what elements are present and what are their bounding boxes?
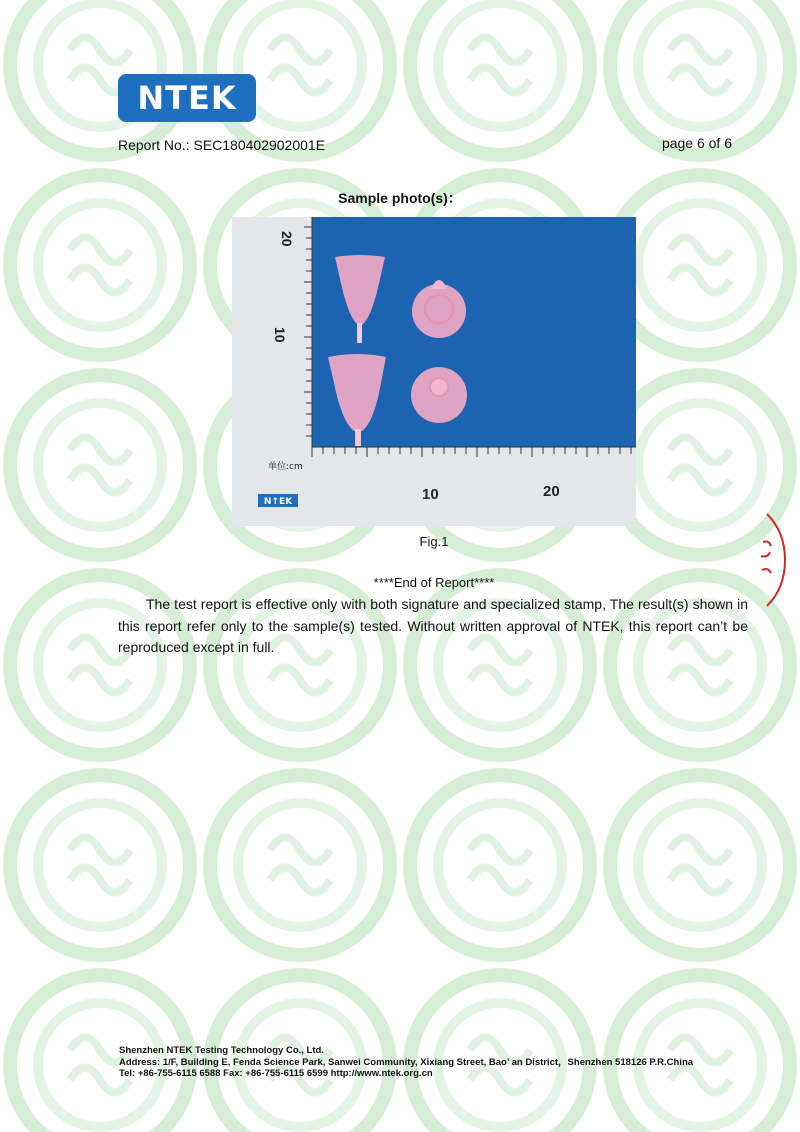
validity-statement: The test report is effective only with both signature and specialized stamp, The result(s) shown in this report refer only to the sample(s) tested. Without written approval of NTEK, this report can’t be reproduced except in full. bbox=[118, 596, 748, 655]
figure-caption: Fig.1 bbox=[419, 534, 449, 549]
ruler-side-label-20: 20 bbox=[279, 231, 295, 247]
sample-photo-title: Sample photo(s)： bbox=[338, 190, 462, 206]
ruler-unit-label: 单位:cm bbox=[268, 462, 303, 472]
ruler-side-label-10: 10 bbox=[272, 327, 288, 343]
menstrual-cup-bottom-right bbox=[411, 367, 467, 423]
logo-text: NTEK bbox=[137, 79, 237, 117]
footer bbox=[119, 1045, 693, 1080]
ruler-label-10: 10 bbox=[422, 486, 439, 503]
sample-photo bbox=[232, 217, 636, 526]
ntek-logo bbox=[118, 74, 256, 122]
footer-address: Address: 1/F, Building E, Fenda Science Park, Sanwei Community, Xixiang Street, Bao’ an District，Shenzhen 518126 P.R.China bbox=[119, 1056, 694, 1068]
ruler-label-20: 20 bbox=[543, 483, 560, 500]
footer-contact: Tel: +86-755-6115 6588 Fax: +86-755-6115 6599 http://www.ntek.org.cn bbox=[119, 1068, 433, 1079]
page-number: page 6 of 6 bbox=[661, 135, 732, 151]
official-stamp-partial bbox=[755, 512, 800, 608]
report-number: Report No.: SEC180402902001E bbox=[118, 137, 326, 153]
end-of-report: ****End of Report**** bbox=[373, 575, 495, 590]
footer-company: Shenzhen NTEK Testing Technology Co., Ltd. bbox=[119, 1045, 324, 1056]
photo-logo-text: N↑EK bbox=[263, 497, 293, 507]
